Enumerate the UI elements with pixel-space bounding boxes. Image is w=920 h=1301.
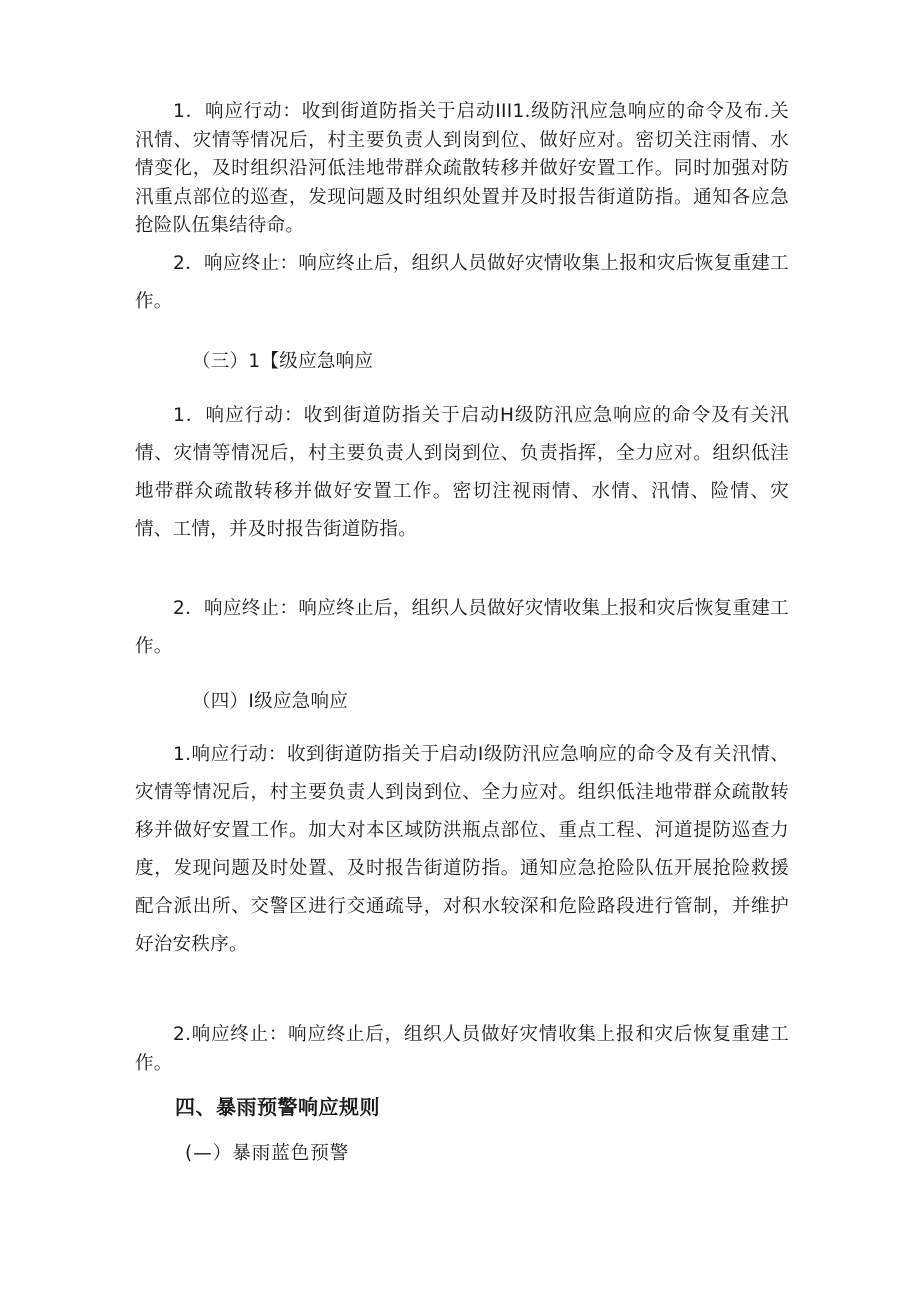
paragraph-level3-response-action: 1．响应行动：收到街道防指关于启动III1.级防汛应急响应的命令及布.关汛情、灾情等情况后，村主要负责人到岗到位、做好应对。密切关注雨情、水情变化，及时组织沿河低洼地带群众疏散转移并做好安置工作。同时加强对防汛重点部位的巡查，发现问题及时组织处置并及时报告街道防指。通知各应急抢险队伍集结待命。 (135, 101, 789, 236)
section-heading-blue-warning: (—）暴雨蓝色预警 (185, 1143, 350, 1164)
paragraph-level3-response-termination: 2．响应终止：响应终止后，组织人员做好灾情收集上报和灾后恢复重建工作。 (135, 253, 789, 312)
section-heading-level2-response: （三）1【级应急响应 (192, 351, 374, 372)
paragraph-level1-response-termination: 2.响应终止：响应终止后，组织人员做好灾情收集上报和灾后恢复重建工作。 (135, 1024, 789, 1074)
paragraph-level2-response-action: 1．响应行动：收到街道防指关于启动H级防汛应急响应的命令及有关汛情、灾情等情况后，村主要负责人到岗到位、负责指挥，全力应对。组织低洼地带群众疏散转移并做好安置工作。密切注视雨情、水情、汛情、险情、灾情、工情，并及时报告街道防指。 (135, 405, 789, 540)
chapter-heading-rainstorm-warning: 四、暴雨预警响应规则 (175, 1095, 380, 1119)
paragraph-level1-response-action: 1.响应行动：收到街道防指关于启动I级防汛应急响应的命令及有关汛情、灾情等情况后，村主要负责人到岗到位、全力应对。组织低洼地带群众疏散转移并做好安置工作。加大对本区域防洪瓶点部位、重点工程、河道提防巡查力度，发现问题及时处置、及时报告街道防指。通知应急抢险队伍开展抢险救援 配合派出所、交警区进行交通疏导，对积水较深和危险路段进行管制，并维护好治安秩序。 (135, 744, 789, 955)
section-heading-level1-response: （四）I级应急响应 (192, 691, 349, 712)
paragraph-level2-response-termination: 2．响应终止：响应终止后，组织人员做好灾情收集上报和灾后恢复重建工作。 (135, 598, 789, 657)
